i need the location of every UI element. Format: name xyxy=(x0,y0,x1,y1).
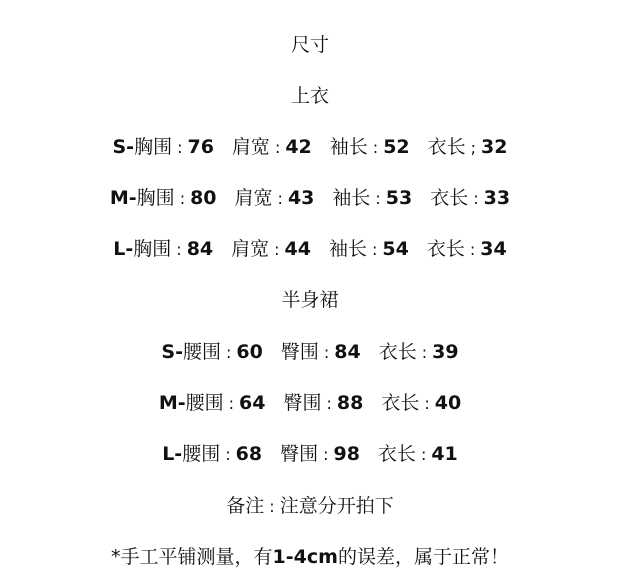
tops-row-m: M-胸围 : 80 肩宽 : 43 袖长 : 53 衣长 : 33 xyxy=(109,187,511,209)
page-title: 尺寸 xyxy=(290,34,329,56)
skirt-row-s: S-腰围 : 60 臀围 : 84 衣长 : 39 xyxy=(161,341,459,363)
measurement-note: *手工平铺测量，有1-4cm的误差，属于正常！ xyxy=(111,546,509,568)
section-title-tops: 上衣 xyxy=(290,85,329,107)
skirt-row-m: M-腰围 : 64 臀围 : 88 衣长 : 40 xyxy=(158,392,462,414)
tops-row-s: S-胸围 : 76 肩宽 : 42 袖长 : 52 衣长 ; 32 xyxy=(112,136,508,158)
skirt-row-l: L-腰围 : 68 臀围 : 98 衣长 : 41 xyxy=(162,443,458,465)
remark-line: 备注 : 注意分开拍下 xyxy=(226,495,394,517)
tops-row-l: L-胸围 : 84 肩宽 : 44 袖长 : 54 衣长 : 34 xyxy=(113,238,507,260)
section-title-skirt: 半身裙 xyxy=(281,289,339,311)
